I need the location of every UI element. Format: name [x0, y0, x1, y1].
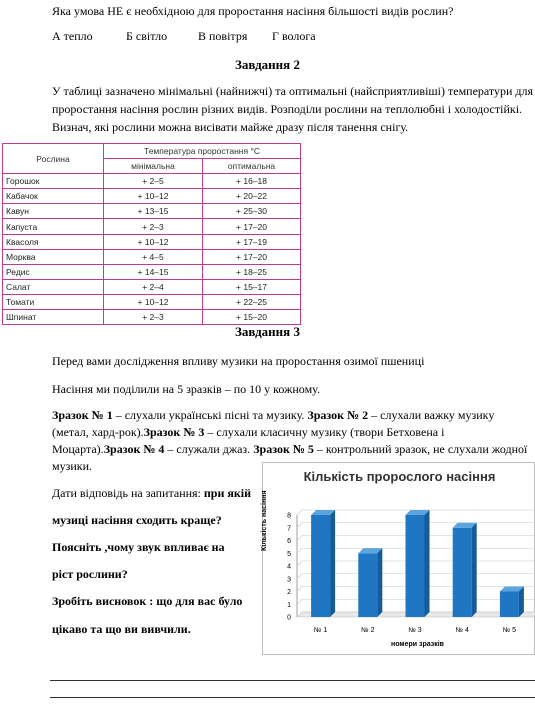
question-line-4: ріст рослини? — [52, 567, 128, 581]
opt-temp: + 17–20 — [203, 219, 301, 234]
question-prompt: Дати відповідь на запитання: — [52, 486, 204, 500]
table-row — [3, 204, 301, 219]
y-tick-label: 6 — [287, 538, 291, 545]
table-row — [3, 174, 301, 189]
sample-1-text: – слухали українські пісні та музику. — [112, 408, 308, 422]
opt-temp: + 25–30 — [203, 204, 301, 219]
sample-3-text: – слухали класичну музику (твори Бетховена і — [204, 425, 445, 439]
x-tick-label: № 4 — [455, 627, 469, 634]
bar-side — [472, 523, 477, 617]
min-temp: + 4–5 — [104, 249, 203, 264]
bar — [406, 515, 425, 617]
min-temp: + 10–12 — [104, 189, 203, 204]
y-tick-label: 8 — [287, 512, 291, 520]
task-2-line-2: проростання насіння рослин різних видів. Розподіли рослини на теплолюбні і холодостійкі. — [52, 102, 523, 116]
plant-name: Салат — [3, 279, 104, 294]
bar-side — [330, 510, 335, 617]
table-row — [3, 294, 301, 309]
plant-name: Шпинат — [3, 310, 104, 325]
opt-temp: + 15–20 — [203, 310, 301, 325]
sample-1-label: Зразок № 1 — [52, 408, 113, 422]
temperature-table — [2, 143, 301, 325]
question-line-6: цікаво та що ви вивчили. — [52, 622, 191, 636]
y-tick-label: 5 — [287, 550, 291, 558]
plant-name: Горошок — [3, 174, 104, 189]
question-which: при якій — [203, 486, 252, 500]
chart-x-label: номери зразків — [391, 641, 444, 648]
samples-line-2 — [52, 423, 444, 441]
plant-name: Томати — [3, 294, 104, 309]
sample-5-label: Зразок № 5 — [253, 442, 314, 456]
samples-line-1 — [52, 406, 494, 424]
y-tick-label: 0 — [287, 614, 291, 622]
sample-2-text: – слухали важку музику — [368, 408, 495, 422]
task-3-samples: Насіння ми поділили на 5 зразків – по 10 у кожному. — [52, 382, 320, 396]
question-line-5: Зробіть висновок : що для вас було — [52, 594, 243, 608]
seed-chart — [262, 462, 535, 655]
bar-side — [519, 587, 524, 618]
task-3-title: Завдання 3 — [235, 324, 300, 339]
plant-name: Кабачок — [3, 189, 104, 204]
task-2-line-3: Визнач, які рослини можна висівати майже дразу після танення снігу. — [52, 120, 409, 134]
bar — [500, 592, 519, 618]
plant-name: Капуста — [3, 219, 104, 234]
min-temp: + 10–12 — [104, 234, 203, 249]
table-row — [3, 219, 301, 234]
table-row — [3, 279, 301, 294]
header-plant: Рослина — [3, 144, 104, 174]
y-tick-label: 1 — [287, 601, 291, 609]
y-tick-label: 4 — [287, 563, 291, 571]
opt-temp: + 22–25 — [203, 294, 301, 309]
min-temp: + 2–5 — [104, 174, 203, 189]
chart-plot — [263, 463, 535, 656]
answer-line-2 — [50, 697, 535, 698]
answer-line-1 — [50, 680, 535, 681]
bar — [453, 528, 472, 617]
opt-temp: + 16–18 — [203, 174, 301, 189]
y-tick-label: 3 — [287, 576, 291, 584]
y-tick-label: 2 — [287, 589, 291, 596]
table-row — [3, 234, 301, 249]
min-temp: + 14–15 — [104, 264, 203, 279]
table-row — [3, 264, 301, 279]
bar-side — [425, 510, 430, 617]
x-tick-label: № 2 — [361, 627, 375, 634]
x-tick-label: № 5 — [502, 627, 517, 634]
opt-temp: + 17–20 — [203, 249, 301, 264]
samples-line-3 — [52, 440, 527, 458]
task-2-title: Завдання 2 — [235, 57, 300, 72]
table-row — [3, 249, 301, 264]
plant-name: Редис — [3, 264, 104, 279]
question-1-text: Яка умова НЕ є необхідною для проростання насіння більшості видів рослин? — [52, 4, 454, 18]
plant-name: Морква — [3, 249, 104, 264]
option-a: А тепло — [52, 29, 93, 43]
sample-3-label: Зразок № 3 — [143, 425, 205, 439]
option-c: В повітря — [198, 29, 248, 43]
min-temp: + 2–3 — [104, 310, 203, 325]
sample-3-text-cont: Моцарта). — [52, 442, 104, 456]
opt-temp: + 18–25 — [203, 264, 301, 279]
bar-side — [377, 548, 382, 617]
min-temp: + 2–3 — [104, 219, 203, 234]
task-2-line-1: У таблиці зазначено мінімальні (найнижчі) та оптимальні (найсприятливіші) температури для — [52, 84, 534, 98]
opt-temp: + 17–19 — [203, 234, 301, 249]
option-b: Б світло — [126, 29, 168, 43]
min-temp: + 13–15 — [104, 204, 203, 219]
bar — [311, 515, 330, 617]
opt-temp: + 15–17 — [203, 279, 301, 294]
sample-4-label: Зразок № 4 — [103, 442, 165, 456]
header-opt: оптимальна — [203, 159, 301, 174]
task-3-intro: Перед вами дослідження впливу музики на проростання озимої пшениці — [52, 354, 425, 368]
sample-5-text: – контрольний зразок, не слухали жодної — [313, 442, 528, 456]
sample-4-text: – служали джаз. — [164, 442, 254, 456]
bar — [358, 553, 377, 617]
plant-name: Квасоля — [3, 234, 104, 249]
chart-title: Кількість пророслого насіння — [303, 469, 496, 484]
question-line-1 — [52, 484, 251, 502]
option-d: Г волога — [272, 29, 316, 43]
sample-2-label: Зразок № 2 — [307, 408, 369, 422]
chart-y-label: Кількість насіння — [261, 490, 268, 551]
plant-name: Кавун — [3, 204, 104, 219]
samples-line-4: музики. — [52, 459, 93, 473]
header-min: мінімальна — [104, 159, 203, 174]
min-temp: + 10–12 — [104, 294, 203, 309]
header-temperature: Температура проростання °С — [104, 144, 301, 159]
x-tick-label: № 1 — [313, 627, 328, 634]
question-line-2: музиці насіння сходить краще? — [52, 513, 222, 527]
y-tick-label: 7 — [287, 525, 291, 533]
min-temp: + 2–4 — [104, 279, 203, 294]
table-row — [3, 189, 301, 204]
x-tick-label: № 3 — [408, 627, 422, 634]
question-line-3: Поясніть ,чому звук впливає на — [52, 540, 225, 554]
sample-2-text-cont: (метал, хард-рок). — [52, 425, 144, 439]
opt-temp: + 20–22 — [203, 189, 301, 204]
